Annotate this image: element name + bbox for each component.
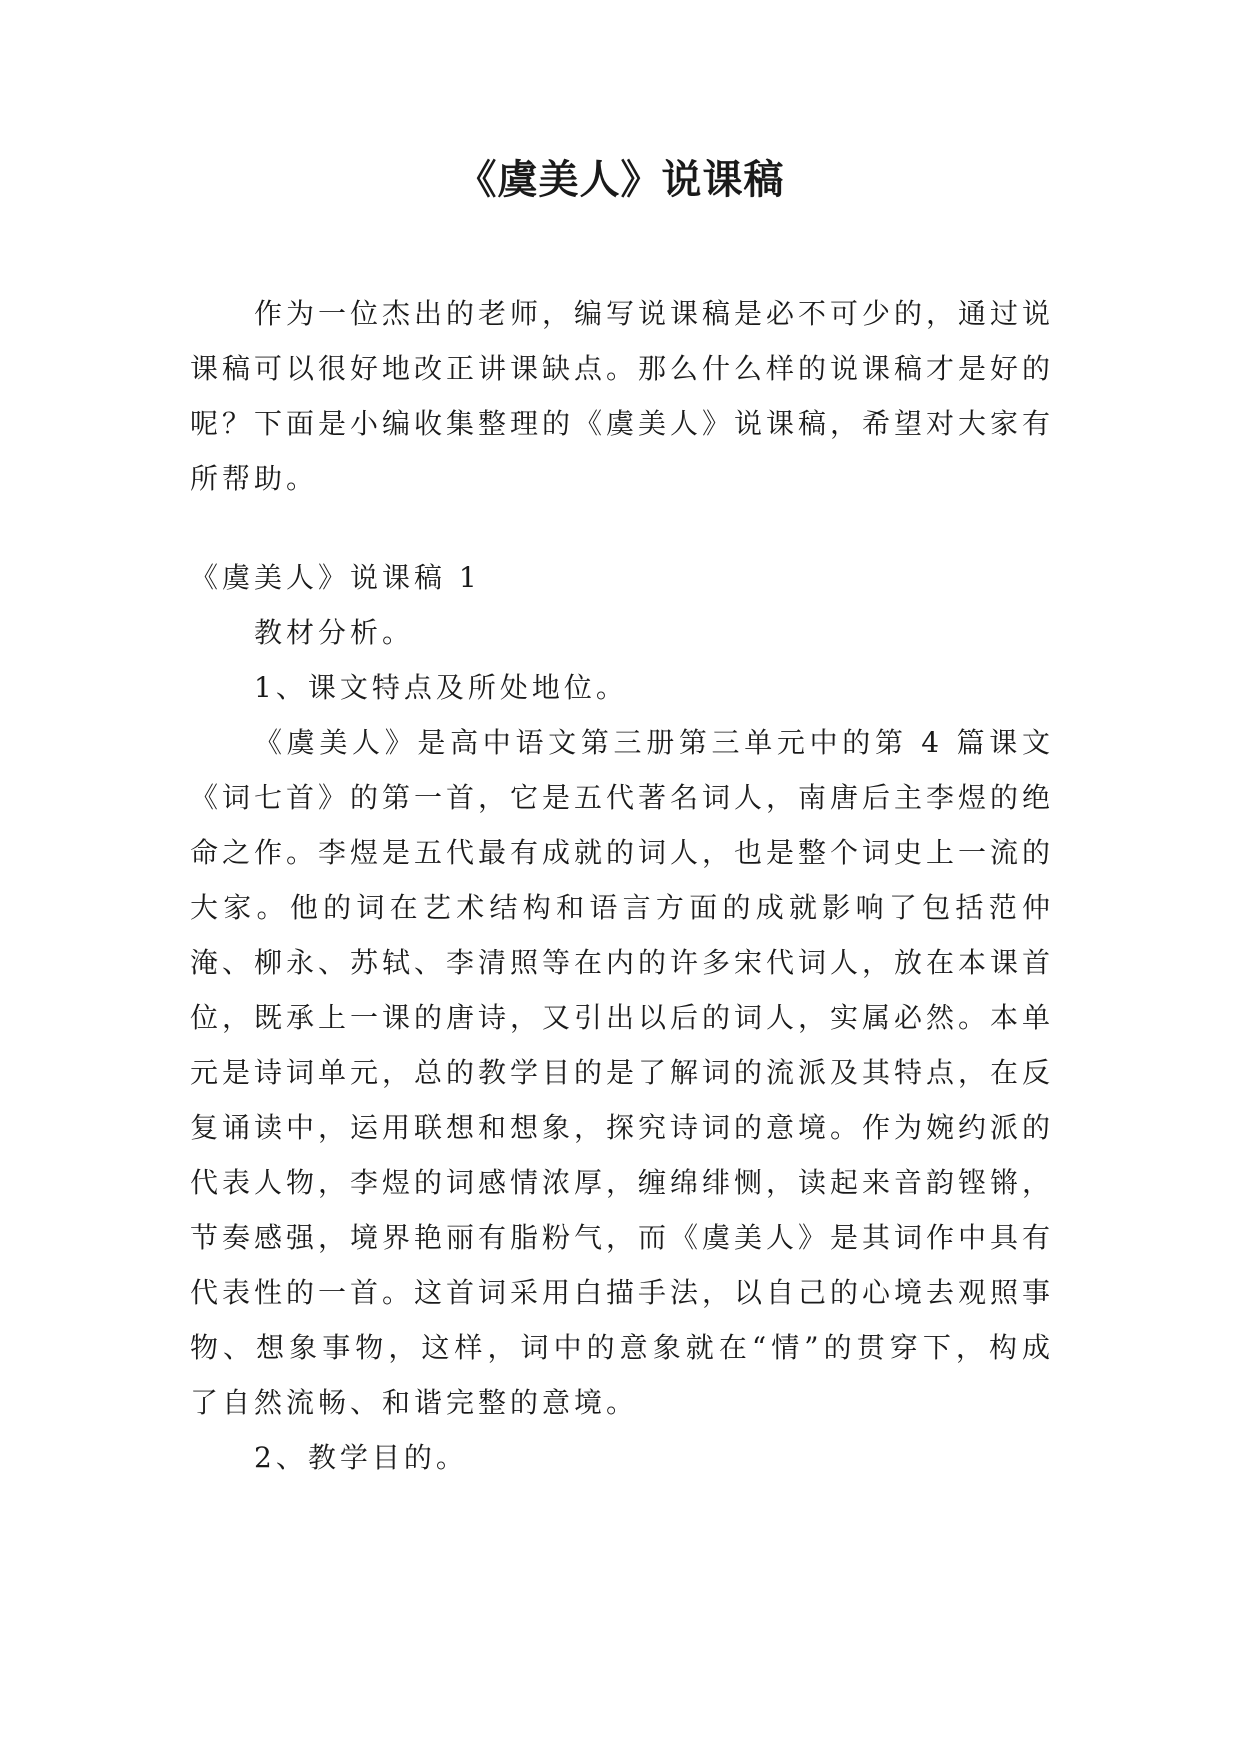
sub-heading: 教材分析。 (254, 616, 415, 649)
point-heading-2: 2、教学目的。 (254, 1441, 468, 1474)
document-body (190, 286, 1054, 1485)
point-body-1: 《虞美人》是高中语文第三册第三单元中的第 4 篇课文《词七首》的第一首，它是五代著名词人，南唐后主李煜的绝命之作。李煜是五代最有成就的词人，也是整个词史上一流的大家。他的词在艺术结构和语言方面的成就影响了包括范仲淹、柳永、苏轼、李清照等在内的许多宋代词人，放在本课首位，既承上一课的唐诗，又引出以后的词人，实属必然。本单元是诗词单元，总的教学目的是了解词的流派及其特点，在反复诵读中，运用联想和想象，探究诗词的意境。作为婉约派的代表人物，李煜的词感情浓厚，缠绵绯恻，读起来音韵铿锵，节奏感强，境界艳丽有脂粉气，而《虞美人》是其词作中具有代表性的一首。这首词采用白描手法，以自己的心境去观照事物、想象事物，这样，词中的意象就在“情”的贯穿下，构成了自然流畅、和谐完整的意境。 (190, 726, 1055, 1419)
point-heading-1: 1、课文特点及所处地位。 (254, 671, 628, 704)
section-heading: 《虞美人》说课稿 1 (190, 561, 481, 594)
document-title: 《虞美人》说课稿 (456, 157, 785, 203)
intro-paragraph: 作为一位杰出的老师，编写说课稿是必不可少的，通过说课稿可以很好地改正讲课缺点。那么什么样的说课稿才是好的呢？下面是小编收集整理的《虞美人》说课稿，希望对大家有所帮助。 (190, 297, 1055, 495)
paragraph-gap (190, 506, 1054, 550)
